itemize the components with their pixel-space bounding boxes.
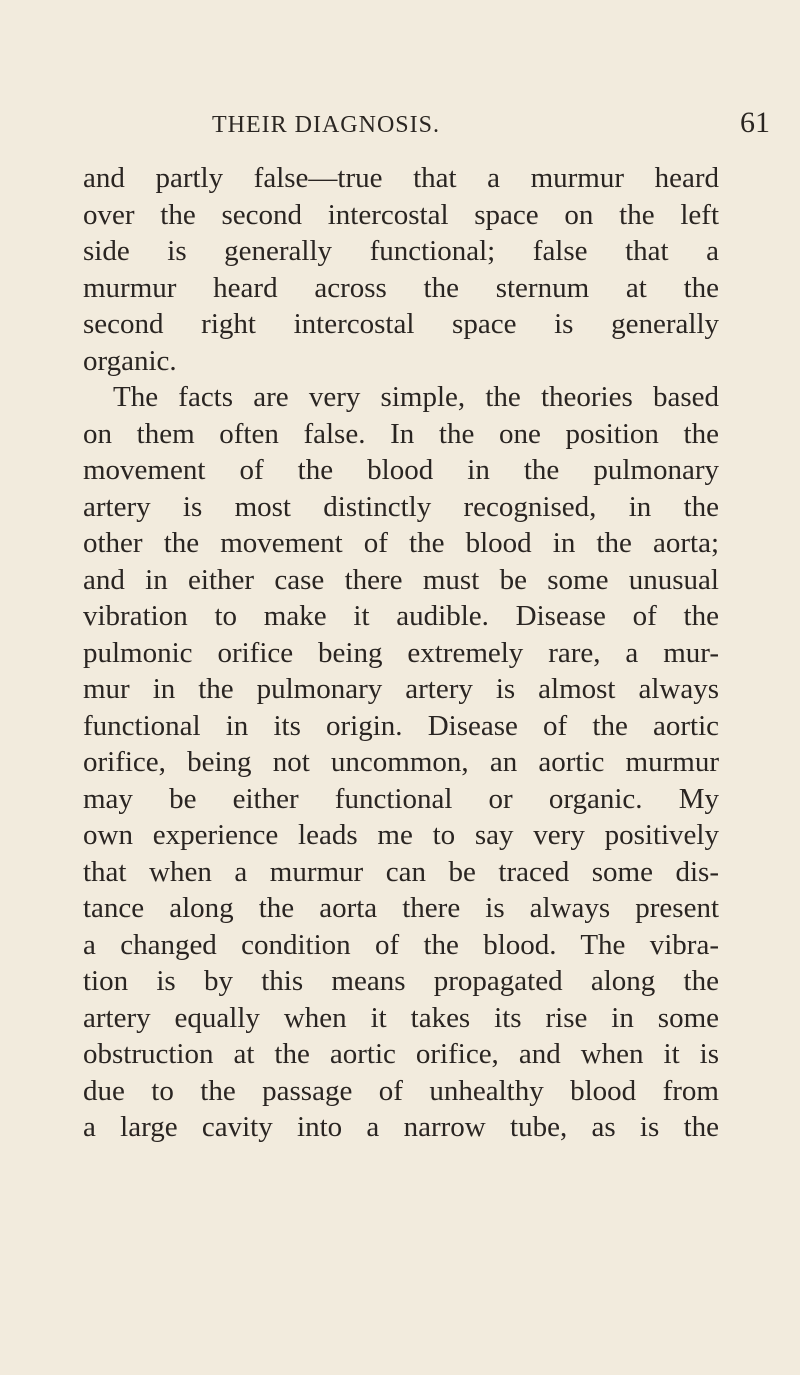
text-line: and in either case there must be some unusual	[83, 563, 719, 596]
text-line: artery is most distinctly recognised, in the	[83, 490, 719, 523]
text-line: organic.	[83, 344, 177, 377]
text-line: pulmonic orifice being extremely rare, a mur-	[83, 636, 719, 669]
text-line: own experience leads me to say very positively	[83, 819, 719, 851]
text-line: movement of the blood in the pulmonary	[83, 454, 719, 486]
text-line: on them often false. In the one position the	[83, 417, 719, 450]
text-line: murmur heard across the sternum at the	[83, 271, 719, 304]
page-number: 61	[740, 106, 770, 139]
text-line: second right intercostal space is generally	[83, 308, 719, 340]
text-line: side is generally functional; false that a	[83, 235, 719, 267]
text-line: mur in the pulmonary artery is almost always	[83, 673, 719, 705]
text-line: other the movement of the blood in the aorta;	[83, 527, 719, 559]
running-head: THEIR DIAGNOSIS.	[212, 112, 440, 138]
text-line: The facts are very simple, the theories based	[113, 381, 719, 413]
text-line: and partly false—true that a murmur heard	[83, 162, 719, 194]
text-line: that when a murmur can be traced some dis-	[83, 855, 719, 888]
text-line: a large cavity into a narrow tube, as is the	[83, 1111, 719, 1143]
text-line: tion is by this means propagated along the	[83, 965, 719, 997]
text-line: vibration to make it audible. Disease of the	[83, 600, 719, 632]
text-line: tance along the aorta there is always present	[83, 892, 719, 924]
text-line: artery equally when it takes its rise in some	[83, 1001, 719, 1034]
text-line: a changed condition of the blood. The vibra-	[83, 928, 719, 961]
text-line: obstruction at the aortic orifice, and when it is	[83, 1038, 719, 1070]
text-line: over the second intercostal space on the left	[83, 198, 719, 231]
text-line: orifice, being not uncommon, an aortic murmur	[83, 746, 719, 778]
body-text	[83, 160, 719, 1146]
text-line: due to the passage of unhealthy blood from	[83, 1074, 719, 1107]
text-line: functional in its origin. Disease of the aortic	[83, 709, 719, 742]
text-line: may be either functional or organic. My	[83, 782, 719, 815]
